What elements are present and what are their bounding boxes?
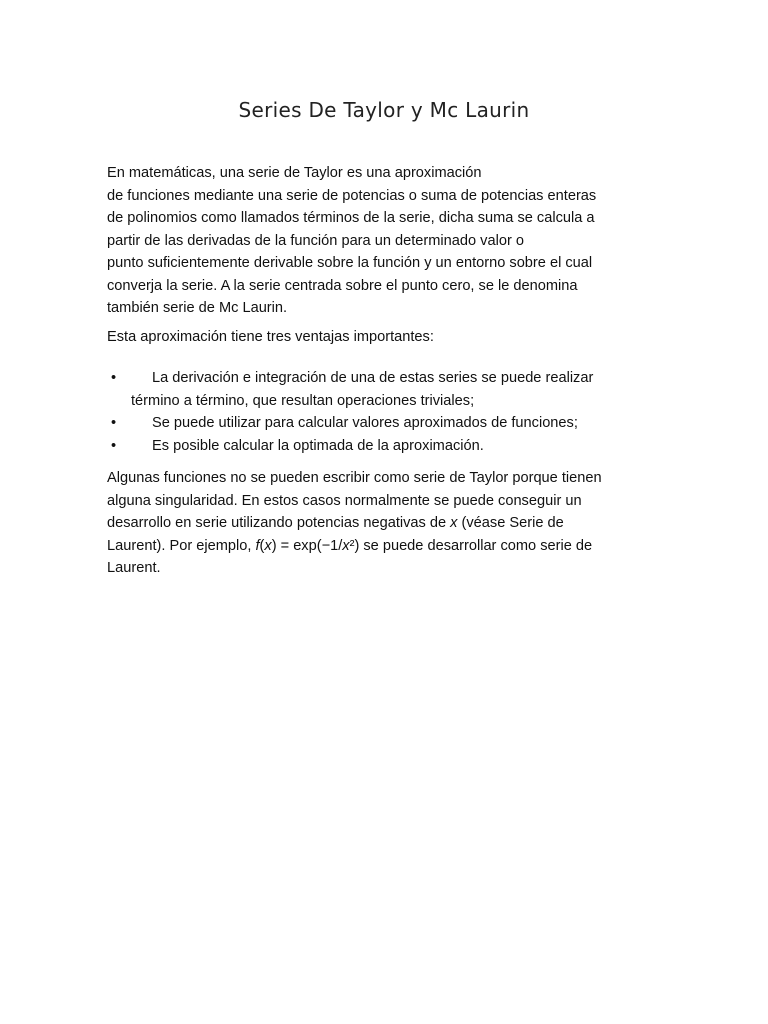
text-run: (véase Serie de	[457, 515, 564, 531]
list-item	[107, 412, 667, 435]
paragraph-line	[107, 535, 667, 558]
text-run: ) se puede desarrollar como serie de	[354, 537, 593, 554]
paragraph-line: Esta aproximación tiene tres ventajas importantes:	[107, 329, 434, 345]
paragraph-line	[107, 512, 667, 535]
advantages-intro	[107, 326, 667, 349]
list-item-text: Se puede utilizar para calcular valores aproximados de funciones;	[152, 415, 578, 431]
paragraph-line: punto suficientemente derivable sobre la función y un entorno sobre el cual	[107, 255, 593, 271]
laurent-paragraph	[107, 467, 667, 580]
paragraph-line: En matemáticas, una serie de Taylor es una aproximación	[107, 165, 482, 181]
advantages-list	[107, 367, 667, 457]
bullet-icon: •	[111, 437, 117, 454]
paragraph-line: de polinomios como llamados términos de la serie, dicha suma se calcula a	[107, 210, 595, 226]
intro-paragraph	[107, 162, 667, 320]
paragraph-line: también serie de Mc Laurin.	[107, 300, 288, 316]
paragraph-line: partir de las derivadas de la función para un determinado valor o	[107, 232, 524, 249]
list-item	[107, 367, 667, 412]
math-variable-x: x	[450, 515, 458, 531]
math-function-f: f	[255, 537, 260, 554]
text-run: (	[259, 537, 265, 554]
math-variable-x: x	[264, 537, 272, 554]
list-item-text: La derivación e integración de una de estas series se puede realizar	[152, 370, 594, 386]
paragraph-line: Laurent.	[107, 560, 161, 576]
text-run: Laurent). Por ejemplo,	[107, 537, 256, 554]
document-title: Series De Taylor y Mc Laurin	[238, 98, 530, 122]
math-superscript: ²	[349, 537, 355, 554]
paragraph-line: Algunas funciones no se pueden escribir como serie de Taylor porque tienen	[107, 470, 602, 486]
paragraph-line: alguna singularidad. En estos casos normalmente se puede conseguir un	[107, 492, 582, 509]
bullet-icon: •	[111, 370, 117, 386]
text-run: )	[271, 537, 277, 554]
list-item-text: Es posible calcular la optimada de la aproximación.	[152, 437, 484, 454]
bullet-icon: •	[111, 415, 117, 431]
text-run: desarrollo en serie utilizando potencias negativas de	[107, 515, 451, 531]
text-run: = exp(−1/	[276, 537, 343, 554]
paragraph-line: converja la serie. A la serie centrada sobre el punto cero, se le denomina	[107, 277, 578, 294]
list-item-text-continued: término a término, que resultan operaciones triviales;	[131, 392, 475, 409]
paragraph-line: de funciones mediante una serie de potencias o suma de potencias enteras	[107, 187, 597, 204]
math-variable-x: x	[342, 537, 350, 554]
list-item	[107, 435, 667, 458]
